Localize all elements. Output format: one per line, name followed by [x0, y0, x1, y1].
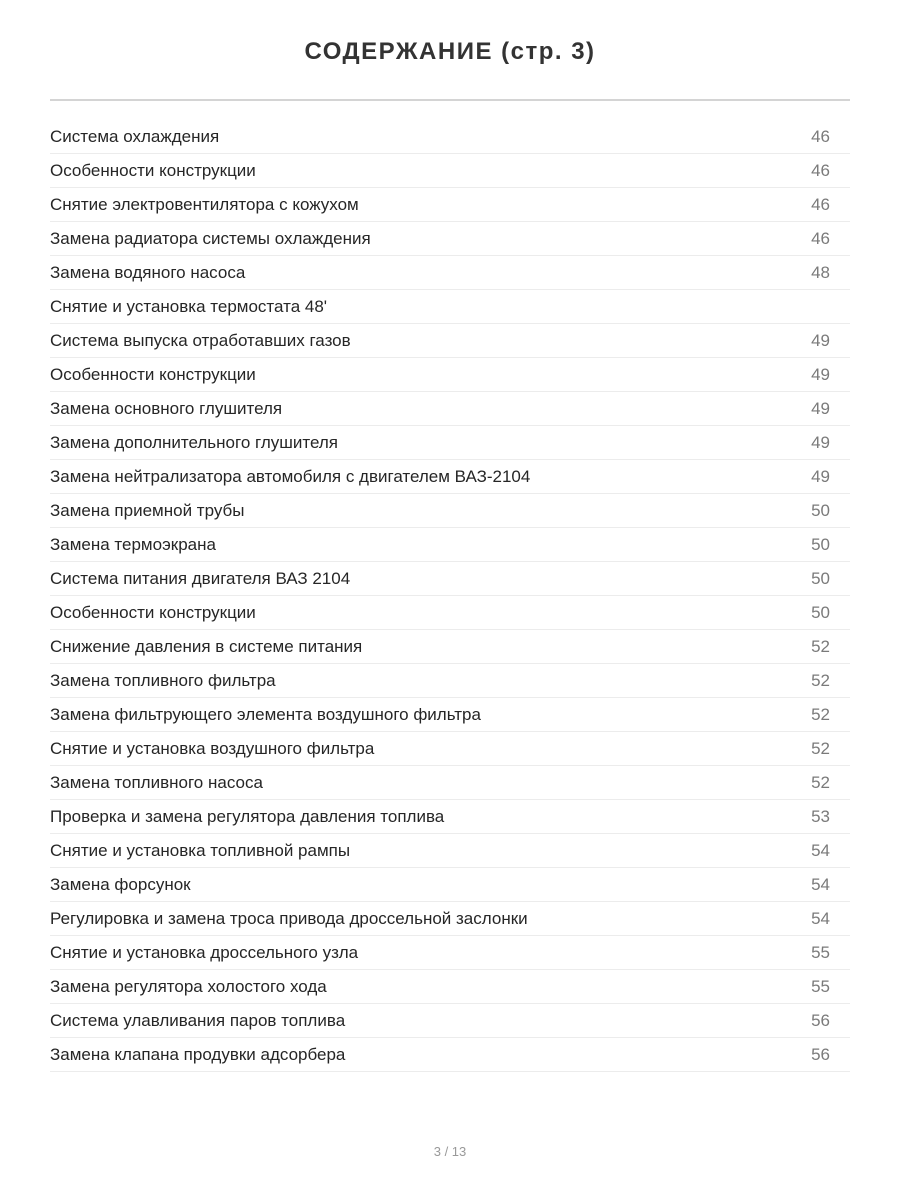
toc-entry-title: Замена фильтрующего элемента воздушного фильтра [50, 704, 481, 724]
toc-entry-title: Система охлаждения [50, 126, 220, 146]
toc-entry-page: 52 [811, 738, 830, 758]
toc-entry[interactable] [50, 154, 850, 188]
toc-entry[interactable] [50, 1004, 850, 1038]
toc-entry-page: 52 [811, 670, 830, 690]
toc-entry-page: 50 [811, 602, 830, 622]
toc-entry-title: Замена нейтрализатора автомобиля с двигателем ВАЗ-2104 [50, 466, 531, 486]
toc-entry-title: Снятие и установка дроссельного узла [50, 942, 359, 962]
toc-entry-title: Особенности конструкции [50, 160, 256, 180]
toc-entry-page: 49 [811, 398, 830, 418]
toc-entry-page: 56 [811, 1010, 830, 1030]
toc-entry[interactable] [50, 834, 850, 868]
toc-entry-title: Система выпуска отработавших газов [50, 330, 351, 350]
toc-entry[interactable] [50, 766, 850, 800]
toc-entry-title: Замена радиатора системы охлаждения [50, 228, 371, 248]
toc-entry-title: Система питания двигателя ВАЗ 2104 [50, 568, 351, 588]
toc-entry-title: Снижение давления в системе питания [50, 636, 363, 656]
toc-entry-title: Замена приемной трубы [50, 500, 245, 520]
toc-entry[interactable] [50, 256, 850, 290]
toc-entry-page: 50 [811, 568, 830, 588]
toc-entry-page: 49 [811, 330, 830, 350]
toc-entry-title: Особенности конструкции [50, 602, 256, 622]
toc-entry-title: Замена топливного насоса [50, 772, 263, 792]
toc-entry[interactable] [50, 290, 850, 324]
toc-entry-title: Замена дополнительного глушителя [50, 432, 338, 452]
toc-entry[interactable] [50, 902, 850, 936]
toc-entry-title: Снятие электровентилятора с кожухом [50, 194, 359, 214]
toc-entry[interactable] [50, 596, 850, 630]
toc-entry-page: 50 [811, 534, 830, 554]
toc-entry-page: 46 [811, 228, 830, 248]
toc-entry[interactable] [50, 800, 850, 834]
toc-entry-page: 55 [811, 976, 830, 996]
toc-entry-title: Система улавливания паров топлива [50, 1010, 346, 1030]
toc-entry-page: 52 [811, 636, 830, 656]
title-divider [50, 99, 850, 101]
toc-entry[interactable] [50, 426, 850, 460]
table-of-contents [50, 120, 850, 1072]
toc-entry-title: Замена водяного насоса [50, 262, 246, 282]
toc-entry-title: Снятие и установка термостата 48' [50, 296, 328, 316]
toc-entry-page: 53 [811, 806, 830, 826]
toc-entry-title: Замена регулятора холостого хода [50, 976, 327, 996]
toc-entry-page: 52 [811, 772, 830, 792]
toc-entry-page: 49 [811, 466, 830, 486]
toc-entry-title: Замена форсунок [50, 874, 191, 894]
toc-entry-title: Замена топливного фильтра [50, 670, 276, 690]
page-indicator: 3 / 13 [433, 1144, 467, 1159]
toc-entry-page: 54 [811, 908, 830, 928]
toc-entry[interactable] [50, 494, 850, 528]
toc-entry-title: Особенности конструкции [50, 364, 256, 384]
toc-entry-page: 52 [811, 704, 830, 724]
toc-entry[interactable] [50, 222, 850, 256]
toc-entry[interactable] [50, 1038, 850, 1072]
toc-entry-title: Замена термоэкрана [50, 534, 216, 554]
toc-entry[interactable] [50, 868, 850, 902]
toc-entry[interactable] [50, 188, 850, 222]
toc-entry[interactable] [50, 324, 850, 358]
toc-entry[interactable] [50, 630, 850, 664]
toc-entry[interactable] [50, 732, 850, 766]
toc-entry-page: 56 [811, 1044, 830, 1064]
toc-entry[interactable] [50, 664, 850, 698]
toc-entry-page: 49 [811, 432, 830, 452]
toc-entry-page: 46 [811, 194, 830, 214]
toc-entry-title: Замена клапана продувки адсорбера [50, 1044, 346, 1064]
toc-entry[interactable] [50, 120, 850, 154]
toc-entry-page: 50 [811, 500, 830, 520]
toc-entry-title: Замена основного глушителя [50, 398, 283, 418]
toc-entry-title: Проверка и замена регулятора давления топлива [50, 806, 445, 826]
toc-entry[interactable] [50, 562, 850, 596]
toc-entry-page: 46 [811, 126, 830, 146]
toc-entry-page: 48 [811, 262, 830, 282]
toc-entry-title: Снятие и установка воздушного фильтра [50, 738, 375, 758]
toc-entry-page: 54 [811, 840, 830, 860]
toc-entry[interactable] [50, 460, 850, 494]
toc-entry[interactable] [50, 392, 850, 426]
toc-entry[interactable] [50, 528, 850, 562]
toc-entry-title: Регулировка и замена троса привода дроссельной заслонки [50, 908, 528, 928]
toc-entry[interactable] [50, 358, 850, 392]
toc-entry-page: 55 [811, 942, 830, 962]
toc-entry[interactable] [50, 936, 850, 970]
toc-entry-page: 49 [811, 364, 830, 384]
toc-entry-page: 54 [811, 874, 830, 894]
page-title: СОДЕРЖАНИЕ (стр. 3) [304, 38, 596, 65]
toc-entry-title: Снятие и установка топливной рампы [50, 840, 351, 860]
toc-entry[interactable] [50, 698, 850, 732]
toc-entry[interactable] [50, 970, 850, 1004]
toc-entry-page: 46 [811, 160, 830, 180]
